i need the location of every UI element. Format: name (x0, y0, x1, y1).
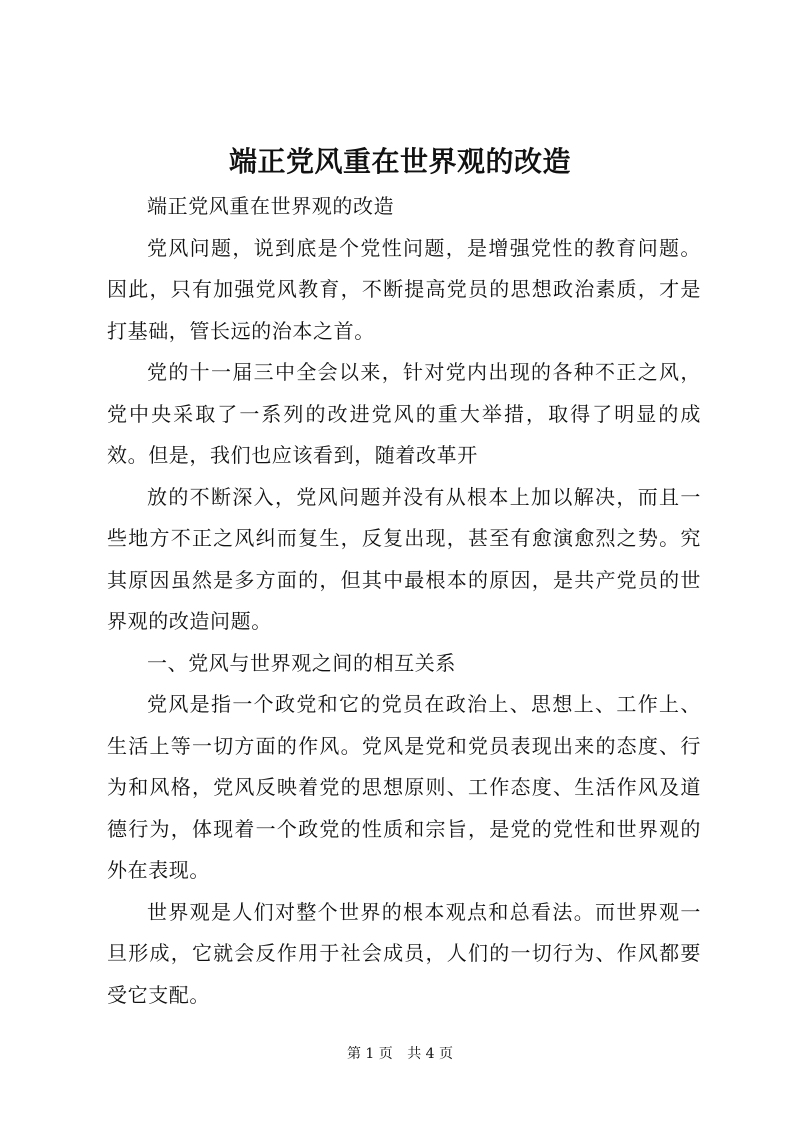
document-title: 端正党风重在世界观的改造 (228, 145, 571, 178)
paragraph: 党风问题，说到底是个党性问题，是增强党性的教育问题。因此，只有加强党风教育，不断提高党员的思想政治素质，才是打基础，管长远的治本之首。 (107, 235, 701, 343)
paragraph: 放的不断深入，党风问题并没有从根本上加以解决，而且一些地方不正之风纠而复生，反复出现，甚至有愈演愈烈之势。究其原因虽然是多方面的，但其中最根本的原因，是共产党员的世界观的改造问题。 (107, 484, 701, 633)
paragraph: 党风是指一个政党和它的党员在政治上、思想上、工作上、生活上等一切方面的作风。党风是党和党员表现出来的态度、行为和风格，党风反映着党的思想原则、工作态度、生活作风及道德行为，体现着一个政党的性质和宗旨，是党的党性和世界观的外在表现。 (107, 692, 701, 882)
paragraph-subtitle: 端正党风重在世界观的改造 (147, 194, 395, 218)
section-heading: 一、党风与世界观之间的相互关系 (147, 650, 456, 675)
paragraph: 世界观是人们对整个世界的根本观点和总看法。而世界观一旦形成，它就会反作用于社会成员，人们的一切行为、作风都要受它支配。 (107, 899, 701, 1007)
page-total: 共 4 页 (407, 1046, 454, 1062)
document-body (107, 186, 701, 1016)
paragraph: 党的十一届三中全会以来，针对党内出现的各种不正之风，党中央采取了一系列的改进党风的重大举措，取得了明显的成效。但是，我们也应该看到，随着改革开 (107, 360, 701, 467)
page-number: 第 1 页 (346, 1046, 393, 1062)
page-footer (0, 1044, 800, 1064)
